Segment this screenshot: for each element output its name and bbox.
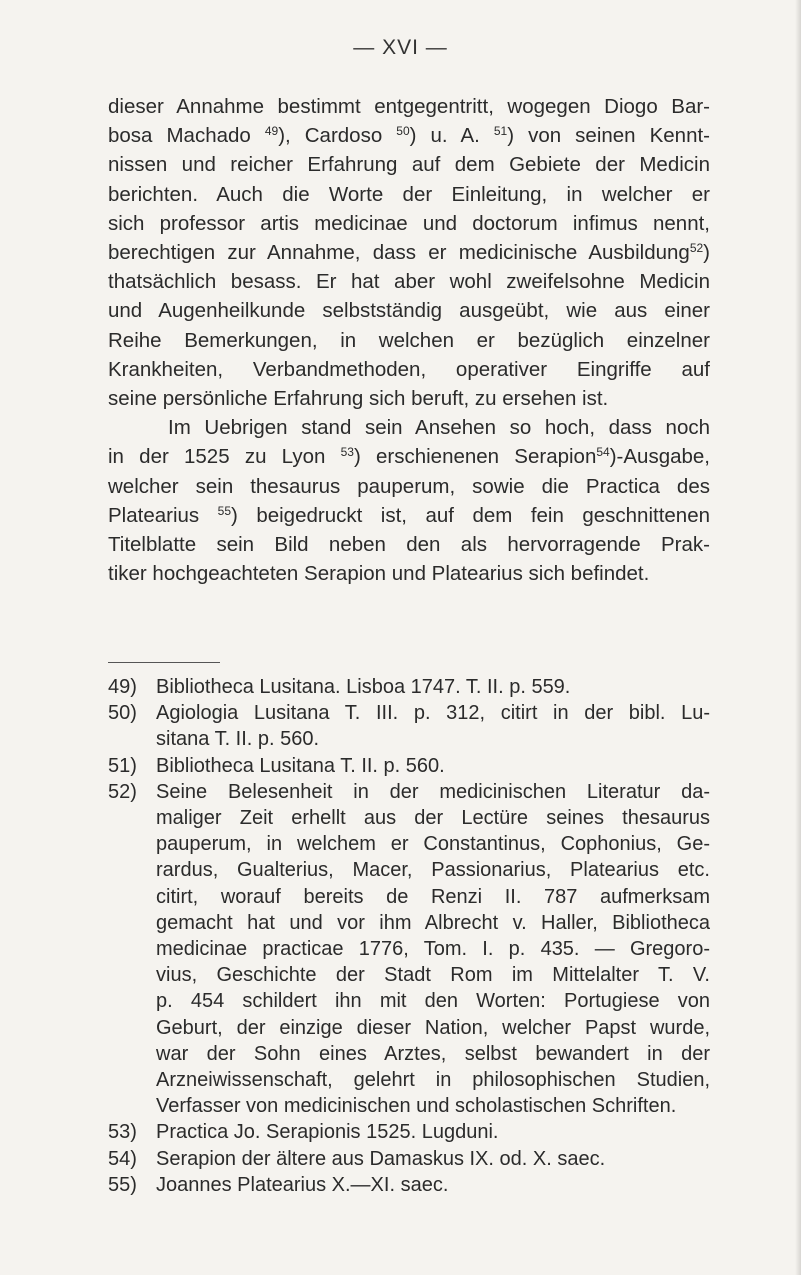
footnote xyxy=(108,753,710,779)
text-line: Platearius $^{55}$) beigedruckt ist, auf dem fein geschnittenen xyxy=(108,503,711,527)
footnote xyxy=(108,1119,710,1145)
footnote-line: gemacht hat und vor ihm Albrecht v. Haller, Bibliotheca xyxy=(156,911,710,934)
text-line: dieser Annahme bestimmt entgegentritt, wogegen Diogo Bar- xyxy=(108,95,710,118)
footnote xyxy=(108,674,710,700)
footnote-line: rardus, Gualterius, Macer, Passionarius, Platearius etc. xyxy=(156,859,710,882)
text-line: Im Uebrigen stand sein Ansehen so hoch, dass noch xyxy=(168,416,710,440)
footnote-line: Agiologia Lusitana T. III. p. 312, citirt in der bibl. Lu- xyxy=(156,702,710,725)
footnote-line: pauperum, in welchem er Constantinus, Cophonius, Ge- xyxy=(156,833,710,856)
footnote xyxy=(108,700,710,752)
text-line: seine persönliche Erfahrung sich beruft, zu ersehen ist. xyxy=(108,387,609,411)
footnote-ref: 53 xyxy=(340,445,354,460)
footnote-text xyxy=(156,674,710,700)
footnote-ref: 54 xyxy=(596,445,610,460)
text-line: welcher sein thesaurus pauperum, sowie die Practica des xyxy=(108,474,710,498)
footnote-line: p. 454 schildert ihn mit den Worten: Portugiese von xyxy=(156,990,710,1013)
footnote-ref: 50 xyxy=(396,124,410,139)
paragraph-2 xyxy=(108,413,710,588)
text-line: tiker hochgeachteten Serapion und Platearius sich befindet. xyxy=(108,562,650,586)
text-line: nissen und reicher Erfahrung auf dem Gebiete der Medicin xyxy=(108,153,710,177)
footnote-line: Geburt, der einzige dieser Nation, welcher Papst wurde, xyxy=(156,1016,710,1039)
footnote-number: 53) xyxy=(108,1121,137,1144)
footnote-line: Seine Belesenheit in der medicinischen Literatur da- xyxy=(156,780,710,803)
footnote-number: 51) xyxy=(108,754,137,777)
footnote-divider xyxy=(108,662,220,663)
text-line: Reihe Bemerkungen, in welchen er bezüglich einzelner xyxy=(108,328,710,352)
footnote-number: 55) xyxy=(108,1173,137,1196)
text-line: bosa Machado $^{49}$), Cardoso $^{50}$) u. A. $^{51}$) von seinen Kennt- xyxy=(108,124,710,148)
footnote-text xyxy=(156,753,710,779)
footnote-text xyxy=(156,1146,710,1172)
footnote-line: medicinae practicae 1776, Tom. I. p. 435. — Gregoro- xyxy=(156,938,710,961)
footnote xyxy=(108,1172,710,1198)
footnote-text xyxy=(156,779,710,1120)
footnote-number: 50) xyxy=(108,702,137,725)
main-text xyxy=(108,92,710,588)
footnote-number: 49) xyxy=(108,676,137,698)
page-edge-shadow xyxy=(795,0,801,1275)
footnotes xyxy=(108,674,710,1198)
text-line: in der 1525 zu Lyon $^{53}$) erschienenen Serapion$^{54}$)-Ausgabe, xyxy=(108,445,710,469)
footnote-line: Joannes Platearius X.—XI. saec. xyxy=(156,1173,449,1196)
text-line: sich professor artis medicinae und doctorum infimus nennt, xyxy=(108,211,710,235)
footnote-ref: 55 xyxy=(217,503,232,518)
footnote-text xyxy=(156,1119,710,1145)
footnote xyxy=(108,1146,710,1172)
page-number: — XVI — xyxy=(353,36,448,59)
paragraph-1 xyxy=(108,92,710,413)
footnote-line: vius, Geschichte der Stadt Rom im Mittelalter T. V. xyxy=(156,964,710,987)
text-line: thatsächlich besass. Er hat aber wohl zweifelsohne Medicin xyxy=(108,270,710,294)
footnote-line: maliger Zeit erhellt aus der Lectüre seines thesaurus xyxy=(156,807,710,830)
footnote-text xyxy=(156,1172,710,1198)
footnote-text xyxy=(156,700,710,752)
footnote-number: 52) xyxy=(108,780,137,803)
text-line: Titelblatte sein Bild neben den als hervorragende Prak- xyxy=(108,533,710,557)
footnote-line: Practica Jo. Serapionis 1525. Lugduni. xyxy=(156,1121,499,1144)
footnote-ref: 51 xyxy=(493,124,508,139)
footnote-number: 54) xyxy=(108,1147,137,1170)
footnote-line: Serapion der ältere aus Damaskus IX. od. X. saec. xyxy=(156,1147,606,1170)
footnote xyxy=(108,779,710,1120)
footnote-line: Bibliotheca Lusitana. Lisboa 1747. T. II. p. 559. xyxy=(156,676,571,698)
footnote-ref: 49 xyxy=(264,124,279,139)
text-line: berichten. Auch die Worte der Einleitung, in welcher er xyxy=(108,182,710,206)
footnote-line: sitana T. II. p. 560. xyxy=(156,728,320,751)
text-line: Krankheiten, Verbandmethoden, operativer Eingriffe auf xyxy=(108,357,710,381)
footnote-line: Verfasser von medicinischen und scholastischen Schriften. xyxy=(156,1095,677,1118)
footnote-ref: 52 xyxy=(689,241,704,256)
text-line: berechtigen zur Annahme, dass er medicinische Ausbildung$^{52}$) xyxy=(108,241,710,265)
footnote-line: Bibliotheca Lusitana T. II. p. 560. xyxy=(156,754,445,777)
text-line: und Augenheilkunde selbstständig ausgeübt, wie aus einer xyxy=(108,299,710,323)
footnote-line: Arzneiwissenschaft, gelehrt in philosophischen Studien, xyxy=(156,1069,710,1092)
footnote-line: citirt, worauf bereits de Renzi II. 787 aufmerksam xyxy=(156,885,710,908)
footnote-line: war der Sohn eines Arztes, selbst bewandert in der xyxy=(156,1042,710,1065)
